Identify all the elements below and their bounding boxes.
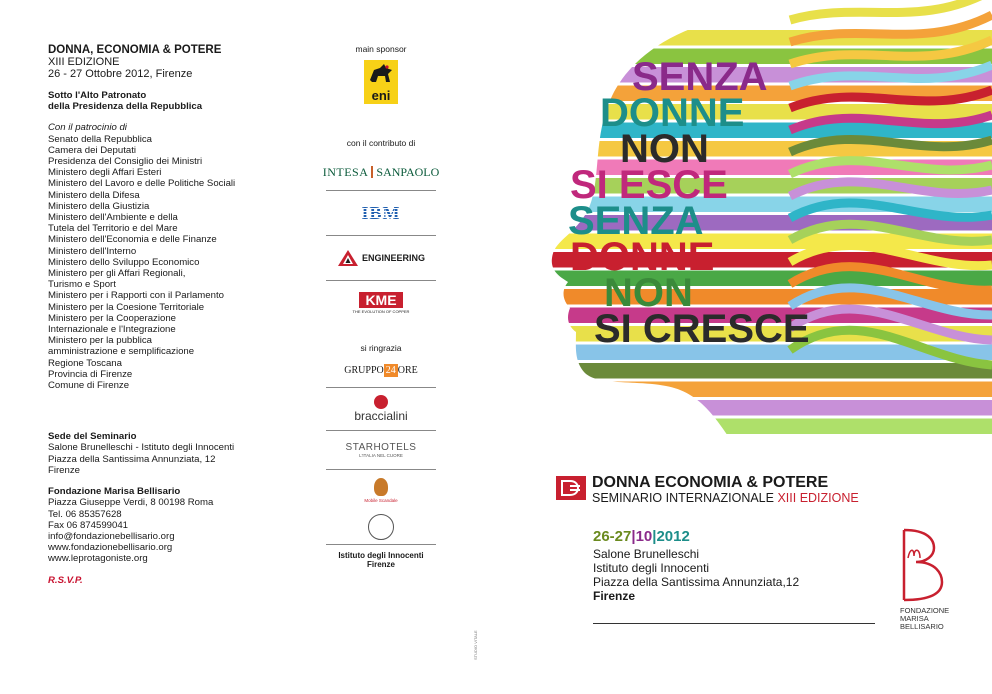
intesa-mark-icon [371, 166, 373, 178]
patron-item: Internazionale e l'Integrazione [48, 324, 176, 336]
six-legged-dog-icon [364, 62, 398, 88]
date-venue-block: 26-27|10|2012 Salone Brunelleschi Istituto degli Innocenti Piazza della Santissima Annunziata,12 Firenze [593, 528, 883, 624]
contact-line: info@fondazionebellisario.org [48, 530, 175, 542]
poster-word: SENZA [568, 199, 704, 243]
ibm-wordmark: IBM [361, 202, 401, 223]
kme-tagline: THE EVOLUTION OF COPPER [352, 309, 410, 314]
studio-credit: STUDIO VITALE [473, 630, 478, 660]
poster-word: NON [604, 271, 693, 315]
innocenti-line-2: Firenze [366, 560, 395, 569]
patron-item: Ministero dell'Economia e delle Finanze [48, 234, 217, 246]
divider [326, 544, 436, 545]
eni-wordmark: eni [371, 88, 391, 103]
patron-item: Ministero dell'Ambiente e della [48, 212, 178, 224]
contact-line: www.leprotagoniste.org [48, 553, 148, 565]
patron-item: Senato della Repubblica [48, 133, 153, 145]
venue-line-3: Piazza della Santissima Annunziata,12 [593, 575, 800, 589]
braccialini-logo [326, 388, 436, 430]
poster-word: SI ESCE [570, 163, 728, 207]
date-days: 26-27 [593, 528, 632, 545]
rsvp-label: R.S.V.P. [48, 574, 83, 586]
left-column [48, 44, 288, 586]
seminar-edition: XIII EDIZIONE [777, 491, 859, 505]
contact-line: Piazza Giuseppe Verdi, 8 00198 Roma [48, 497, 214, 509]
patron-item: Ministero della Difesa [48, 189, 140, 201]
eni-logo [364, 60, 398, 104]
contact-line: Tel. 06 85357628 [48, 508, 122, 520]
poster-word: SENZA [632, 55, 768, 99]
poster-word: DONNE [570, 235, 715, 279]
date-year: 2012 [656, 528, 690, 545]
fondazione-wordmark [900, 607, 970, 631]
engineering-wordmark: ENGINEERING [361, 253, 425, 263]
patron-item: Turismo e Sport [48, 279, 116, 291]
winery-crest-icon [374, 478, 388, 496]
sanpaolo-wordmark: SANPAOLO [376, 164, 440, 179]
head-stripe [540, 400, 992, 416]
innocenti-line-1: Istituto degli Innocenti [338, 551, 424, 560]
patron-item: Ministero della Giustizia [48, 200, 150, 212]
patron-item: Regione Toscana [48, 357, 122, 369]
main-sponsor-label: main sponsor [355, 44, 407, 54]
winery-logo [326, 470, 436, 510]
venue-line: Piazza della Santissima Annunziata, 12 [48, 453, 216, 465]
head-stripe [540, 382, 992, 398]
seminar-title-block [556, 474, 859, 505]
intesa-wordmark: INTESA [322, 164, 369, 179]
patron-item: Ministero per gli Affari Regionali, [48, 268, 186, 280]
contributo-label: con il contributo di [346, 138, 416, 148]
seal-logo [326, 510, 436, 544]
foundation-heading: Fondazione Marisa Bellisario [48, 486, 181, 498]
engineering-logo [326, 236, 436, 280]
venue-list [48, 442, 288, 476]
ringrazia-label: si ringrazia [360, 343, 402, 353]
venue-heading: Sede del Seminario [48, 431, 137, 443]
seminar-title: DONNA ECONOMIA & POTERE [592, 474, 829, 491]
winery-wordmark: Mobile Scandale [364, 497, 398, 503]
venue-line: Firenze [48, 464, 80, 476]
venue-line-4: Firenze [593, 589, 636, 603]
patron-item: Camera dei Deputati [48, 144, 136, 156]
fondazione-line: MARISA [900, 614, 929, 623]
kme-wordmark: KME [359, 292, 402, 308]
fondazione-logo [900, 528, 970, 631]
patron-item: Presidenza del Consiglio dei Ministri [48, 156, 203, 168]
fondazione-line: FONDAZIONE [900, 606, 950, 615]
date-month: 10 [635, 528, 653, 545]
patron-item: Tutela del Territorio e del Mare [48, 223, 178, 235]
engineering-triangle-icon [337, 249, 359, 267]
braccialini-wordmark: braccialini [354, 409, 408, 423]
foundation-contact-list [48, 497, 288, 564]
patrocinio-heading: Con il patrocinio di [48, 122, 127, 134]
poster-word: SI CRESCE [594, 307, 810, 351]
ore-wordmark: ORE [397, 364, 418, 376]
poster-word: DONNE [600, 91, 745, 135]
fondazione-b-icon [900, 528, 946, 602]
dep-logo-icon [556, 476, 586, 500]
head-stripe [540, 419, 992, 435]
starhotels-tagline: L'ITALIA NEL CUORE [359, 453, 403, 458]
intesa-sanpaolo-logo [322, 154, 440, 190]
date-underline [593, 623, 875, 624]
patron-item: Ministero dello Sviluppo Economico [48, 256, 200, 268]
braccialini-rose-icon [374, 395, 388, 409]
patron-list [48, 134, 288, 392]
patron-item: Ministero del Lavoro e delle Politiche Sociali [48, 178, 236, 190]
patron-item: Ministero per la pubblica [48, 335, 152, 347]
head-stripe [540, 363, 992, 379]
patron-item: amministrazione e semplificazione [48, 346, 195, 358]
hair-ribbon [790, 0, 992, 20]
venue-line-2: Istituto degli Innocenti [593, 561, 710, 575]
kme-logo [326, 281, 436, 325]
circular-seal-icon [368, 514, 394, 540]
venue-line: Salone Brunelleschi - Istituto degli Innocenti [48, 442, 235, 454]
patron-item: Comune di Firenze [48, 380, 130, 392]
ibm-logo [326, 191, 436, 235]
patron-item: Ministero per la Cooperazione [48, 312, 176, 324]
seminar-subtitle: SEMINARIO INTERNAZIONALE [592, 491, 774, 505]
patron-item: Ministero degli Affari Esteri [48, 167, 162, 179]
venue-line-1: Salone Brunelleschi [593, 547, 700, 561]
starhotels-logo [326, 431, 436, 469]
sponsor-column [322, 44, 440, 569]
gruppo24ore-logo [326, 353, 436, 387]
event-edition: XIII EDIZIONE [48, 56, 120, 68]
fondazione-line: BELLISARIO [900, 622, 944, 631]
poster-word: NON [620, 127, 709, 171]
patron-item: Ministero per la Coesione Territoriale [48, 301, 205, 313]
patron-item: Provincia di Firenze [48, 368, 133, 380]
patronage-line-2: della Presidenza della Repubblica [48, 101, 203, 113]
patronage-line-1: Sotto l'Alto Patronato [48, 90, 147, 101]
num24-badge: 24 [385, 364, 396, 376]
event-dates: 26 - 27 Ottobre 2012, Firenze [48, 68, 193, 80]
contact-line: www.fondazionebellisario.org [48, 542, 173, 554]
starhotels-wordmark: STARHOTELS [345, 442, 417, 453]
contact-line: Fax 06 874599041 [48, 519, 129, 531]
patron-item: Ministero per i Rapporti con il Parlamento [48, 290, 224, 302]
poster-artwork [540, 0, 992, 460]
gruppo-wordmark: GRUPPO [344, 364, 384, 376]
patron-item: Ministero dell'Interno [48, 245, 137, 257]
event-title: DONNA, ECONOMIA & POTERE [48, 44, 222, 56]
